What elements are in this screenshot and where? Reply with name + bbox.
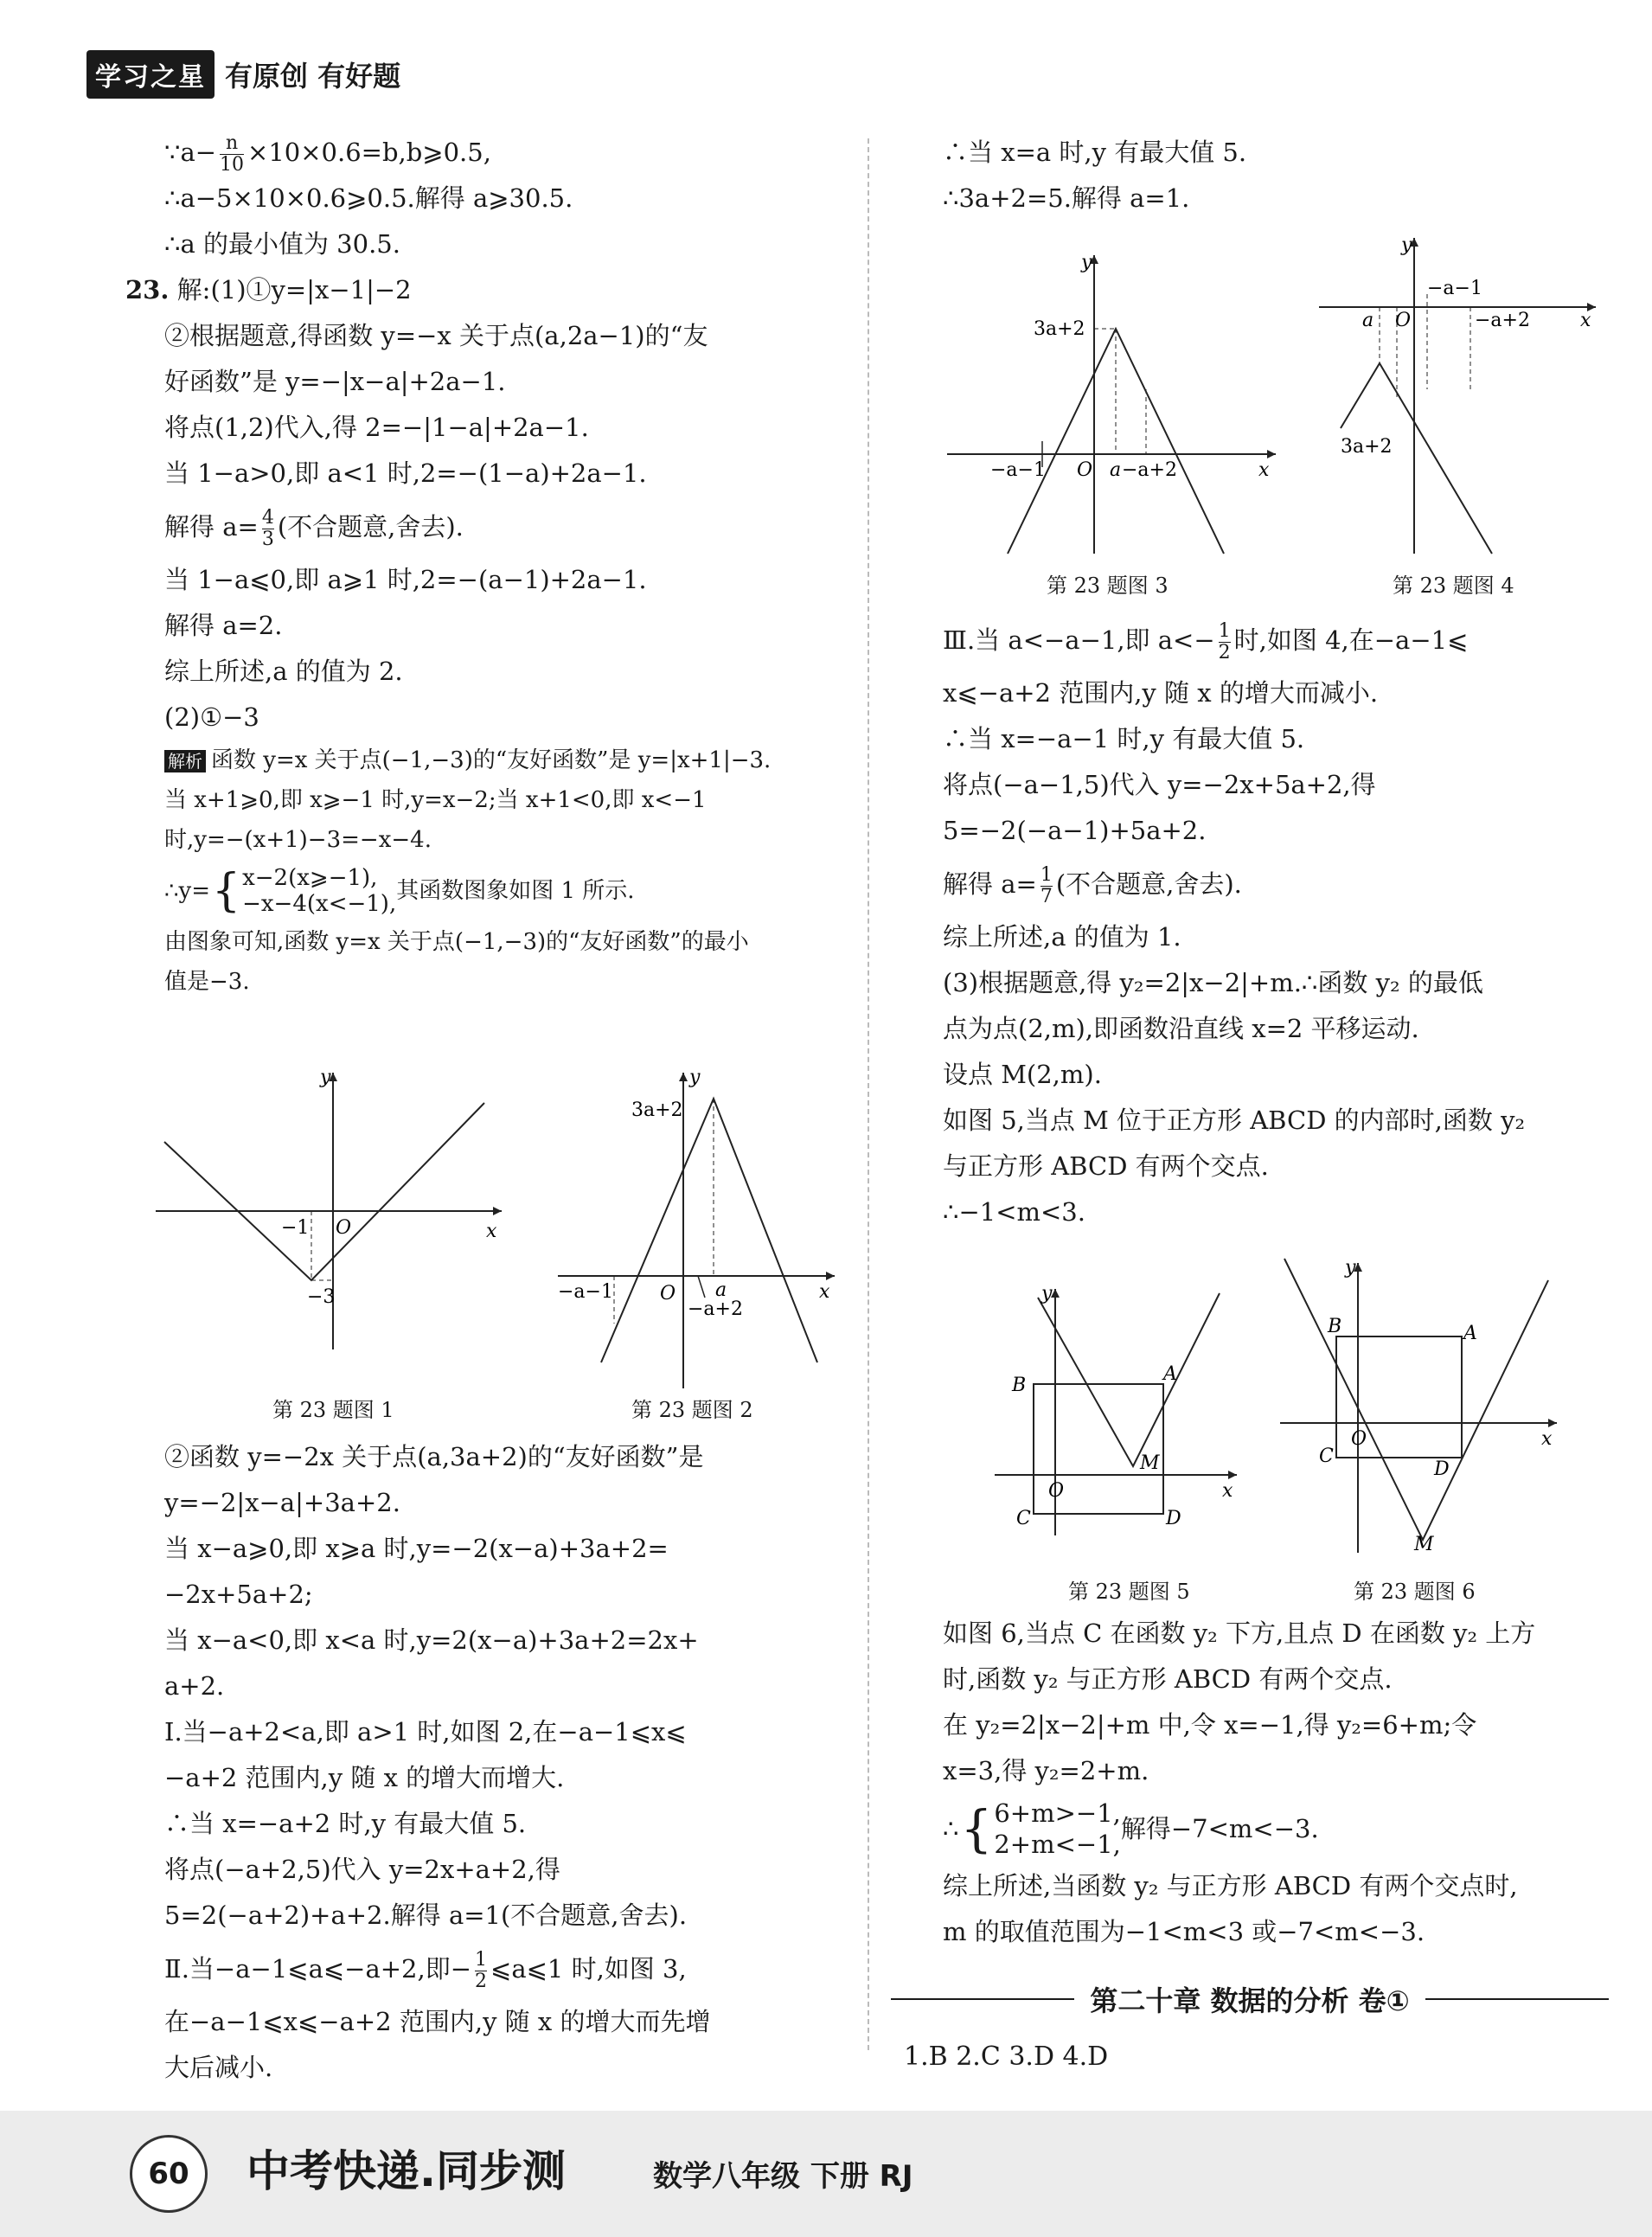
svg-text:−1: −1: [281, 1217, 310, 1239]
svg-text:3a+2: 3a+2: [631, 1099, 683, 1121]
figure-caption: 第 23 题图 3: [1047, 574, 1169, 598]
text-line: a+2.: [164, 1671, 225, 1701]
inequality-system: ∴ { 6+m>−1, 2+m<−1, 解得−7<m<−3.: [943, 1798, 1319, 1859]
svg-text:B: B: [1328, 1316, 1342, 1337]
figure-caption: 第 23 题图 5: [1068, 1580, 1190, 1604]
piecewise: ∴y= { x−2(x⩾−1), −x−4(x<−1), 其函数图象如图 1 所示.: [164, 865, 635, 917]
text-line: −2x+5a+2;: [164, 1580, 313, 1609]
text-line: x⩽−a+2 范围内,y 随 x 的增大而减小.: [943, 678, 1379, 708]
svg-text:A: A: [1163, 1363, 1177, 1385]
text-line: −a+2 范围内,y 随 x 的增大而增大.: [164, 1763, 565, 1792]
fraction: $\frac{1}{2}$: [475, 1948, 488, 1992]
text-line: 将点(1,2)代入,得 2=−|1−a|+2a−1.: [164, 413, 589, 442]
svg-text:D: D: [1166, 1508, 1181, 1529]
svg-text:x: x: [1258, 459, 1270, 481]
svg-text:y: y: [320, 1067, 331, 1088]
figure-caption: 第 23 题图 6: [1354, 1580, 1476, 1604]
figure-caption: 第 23 题图 1: [272, 1398, 394, 1422]
heading-rule: [891, 1998, 1074, 2000]
figure-1: [147, 1064, 510, 1358]
text-line: m 的取值范围为−1<m<3 或−7<m<−3.: [943, 1917, 1425, 1946]
text-line: 解得 a=2.: [164, 611, 283, 640]
svg-text:−a−1: −a−1: [1427, 278, 1482, 299]
text-line: ②根据题意,得函数 y=−x 关于点(a,2a−1)的“友: [164, 321, 708, 350]
svg-text:O: O: [1048, 1480, 1065, 1502]
brand-tagline: 有原创 有好题: [225, 60, 401, 93]
svg-text:y: y: [1345, 1257, 1356, 1279]
text-line: 将点(−a−1,5)代入 y=−2x+5a+2,得: [943, 770, 1376, 799]
text-line: ∴当 x=a 时,y 有最大值 5.: [943, 138, 1247, 167]
text-line: 当 x−a<0,即 x<a 时,y=2(x−a)+3a+2=2x+: [164, 1625, 699, 1655]
question-number: 23.: [125, 275, 170, 304]
figure-4: [1310, 229, 1604, 558]
text-line: ∴当 x=−a+2 时,y 有最大值 5.: [164, 1809, 527, 1838]
text-line: Ⅲ.当 a<−a−1,即 a<− $\frac{1}{2}$ 时,如图 4,在−a−1⩽: [943, 619, 1469, 663]
text-line: 值是−3.: [164, 969, 250, 995]
text-line: ∴a 的最小值为 30.5.: [164, 229, 400, 259]
figure-caption: 第 23 题图 2: [631, 1398, 753, 1422]
right-column-continued-2: [943, 1611, 1617, 1955]
svg-text:a: a: [1362, 310, 1374, 331]
analysis-note: 解析 函数 y=x 关于点(−1,−3)的“友好函数”是 y=|x+1|−3.: [164, 740, 839, 780]
svg-text:C: C: [1016, 1508, 1031, 1529]
right-column: [943, 130, 1617, 221]
svg-text:O: O: [660, 1283, 676, 1304]
fraction: $\frac{4}{3}$: [261, 506, 274, 550]
figure-caption: 第 23 题图 4: [1393, 574, 1514, 598]
text-line: 将点(−a+2,5)代入 y=2x+a+2,得: [164, 1855, 560, 1884]
text-line: 当 1−a>0,即 a<1 时,2=−(1−a)+2a−1.: [164, 458, 647, 488]
svg-text:O: O: [1351, 1428, 1367, 1450]
text-line: 如图 6,当点 C 在函数 y₂ 下方,且点 D 在函数 y₂ 上方: [943, 1618, 1536, 1648]
svg-text:−a+2: −a+2: [1122, 459, 1177, 481]
column-divider: [868, 138, 869, 2050]
text-line: 时,y=−(x+1)−3=−x−4.: [164, 827, 432, 853]
svg-text:a: a: [1110, 459, 1122, 481]
text-line: Ⅱ.当−a−1⩽a⩽−a+2,即− $\frac{1}{2}$ ⩽a⩽1 时,如图 3,: [164, 1948, 687, 1992]
svg-text:y: y: [1041, 1283, 1053, 1304]
svg-text:O: O: [336, 1217, 352, 1239]
text-line: 当 x−a⩾0,即 x⩾a 时,y=−2(x−a)+3a+2=: [164, 1534, 669, 1563]
text-line: 综上所述,当函数 y₂ 与正方形 ABCD 有两个交点时,: [943, 1871, 1518, 1900]
text-line: 解得 a= $\frac{4}{3}$ (不合题意,舍去).: [164, 506, 464, 550]
text-line: 当 x+1⩾0,即 x⩾−1 时,y=x−2;当 x+1<0,即 x<−1: [164, 787, 707, 813]
text-line: 在−a−1⩽x⩽−a+2 范围内,y 随 x 的增大而先增: [164, 2007, 711, 2036]
svg-text:x: x: [1541, 1428, 1553, 1450]
figure-2: [549, 1064, 843, 1393]
svg-text:y: y: [689, 1067, 701, 1088]
figure-6: [1271, 1246, 1566, 1557]
text-line: ∴3a+2=5.解得 a=1.: [943, 183, 1190, 213]
text-line: 5=−2(−a−1)+5a+2.: [943, 816, 1207, 845]
svg-text:y: y: [1081, 252, 1092, 273]
text-line: y=−2|x−a|+3a+2.: [164, 1488, 400, 1517]
text-line: 当 1−a⩽0,即 a⩾1 时,2=−(a−1)+2a−1.: [164, 565, 647, 594]
text-line: 设点 M(2,m).: [943, 1060, 1102, 1089]
svg-text:A: A: [1463, 1323, 1477, 1344]
text-line: 时,函数 y₂ 与正方形 ABCD 有两个交点.: [943, 1664, 1393, 1694]
text-line: ∴a−5×10×0.6⩾0.5.解得 a⩾30.5.: [164, 183, 573, 213]
figure-5: [986, 1246, 1245, 1540]
fraction: $\frac{n}{10}$: [220, 131, 245, 176]
text-line: ∴−1<m<3.: [943, 1197, 1085, 1227]
fraction: $\frac{1}{7}$: [1040, 863, 1053, 907]
svg-text:x: x: [1580, 310, 1591, 331]
svg-text:M: M: [1414, 1534, 1434, 1555]
svg-text:3a+2: 3a+2: [1034, 318, 1085, 340]
figure-3: [938, 247, 1284, 558]
text-line: 由图象可知,函数 y=x 关于点(−1,−3)的“友好函数”的最小: [164, 929, 749, 955]
brand-logo: 学习之星: [86, 50, 215, 99]
text-line: 与正方形 ABCD 有两个交点.: [943, 1151, 1269, 1181]
svg-text:O: O: [1395, 310, 1412, 331]
text-line: ∴当 x=−a−1 时,y 有最大值 5.: [943, 724, 1305, 753]
left-column: [125, 130, 839, 1002]
svg-text:−a−1: −a−1: [558, 1281, 613, 1303]
svg-text:−a−1: −a−1: [990, 459, 1046, 481]
svg-text:y: y: [1401, 234, 1412, 256]
svg-text:x: x: [1222, 1480, 1233, 1502]
text-line: 如图 5,当点 M 位于正方形 ABCD 的内部时,函数 y₂: [943, 1106, 1526, 1135]
heading-rule: [1425, 1998, 1609, 2000]
svg-text:x: x: [486, 1221, 497, 1242]
svg-text:B: B: [1012, 1375, 1027, 1396]
text-line: x=3,得 y₂=2+m.: [943, 1756, 1149, 1785]
text-line: 好函数”是 y=−|x−a|+2a−1.: [164, 367, 506, 396]
text-line: ②函数 y=−2x 关于点(a,3a+2)的“友好函数”是: [164, 1442, 704, 1471]
text-line: 综上所述,a 的值为 2.: [164, 657, 403, 686]
text-line: 解得 a= $\frac{1}{7}$ (不合题意,舍去).: [943, 863, 1242, 907]
svg-text:a: a: [715, 1279, 727, 1301]
text-line: 在 y₂=2|x−2|+m 中,令 x=−1,得 y₂=6+m;令: [943, 1710, 1477, 1740]
fraction: $\frac{1}{2}$: [1218, 619, 1231, 663]
text-line: 5=2(−a+2)+a+2.解得 a=1(不合题意,舍去).: [164, 1900, 688, 1930]
text-line: (3)根据题意,得 y₂=2|x−2|+m.∴函数 y₂ 的最低: [943, 968, 1483, 997]
svg-text:C: C: [1319, 1445, 1334, 1467]
svg-text:−a+2: −a+2: [1475, 310, 1530, 331]
text-line: 点为点(2,m),即函数沿直线 x=2 平移运动.: [943, 1014, 1419, 1043]
svg-text:−3: −3: [307, 1286, 336, 1308]
footer-title: 中考快递.同步测: [247, 2146, 566, 2196]
chapter-heading: [891, 1979, 1609, 2019]
left-column-continued: [164, 1434, 839, 2091]
text-line: 综上所述,a 的值为 1.: [943, 922, 1181, 952]
svg-text:3a+2: 3a+2: [1341, 436, 1393, 458]
svg-text:x: x: [819, 1281, 830, 1303]
text-line: (2)①−3: [164, 702, 259, 732]
text-line: ∵a− $\frac{n}{10}$ ×10×0.6=b,b⩾0.5,: [164, 131, 491, 176]
question-23: 23. 解:(1)①y=|x−1|−2: [125, 275, 412, 304]
footer-subtitle: 数学八年级 下册 RJ: [653, 2159, 913, 2194]
right-column-continued: [943, 610, 1617, 1235]
page-number: 60: [130, 2135, 208, 2213]
text-line: Ⅰ.当−a+2<a,即 a>1 时,如图 2,在−a−1⩽x⩽: [164, 1717, 687, 1747]
chapter-title: 第二十章 数据的分析 卷①: [1090, 1984, 1410, 2017]
svg-text:−a+2: −a+2: [688, 1298, 743, 1320]
text-line: 大后减小.: [164, 2053, 273, 2082]
svg-text:D: D: [1434, 1458, 1450, 1480]
analysis-tag: 解析: [164, 750, 206, 772]
svg-text:M: M: [1140, 1452, 1160, 1474]
svg-text:O: O: [1077, 459, 1093, 481]
page-header: [86, 50, 400, 99]
answer-list: 1.B 2.C 3.D 4.D: [904, 2042, 1109, 2072]
